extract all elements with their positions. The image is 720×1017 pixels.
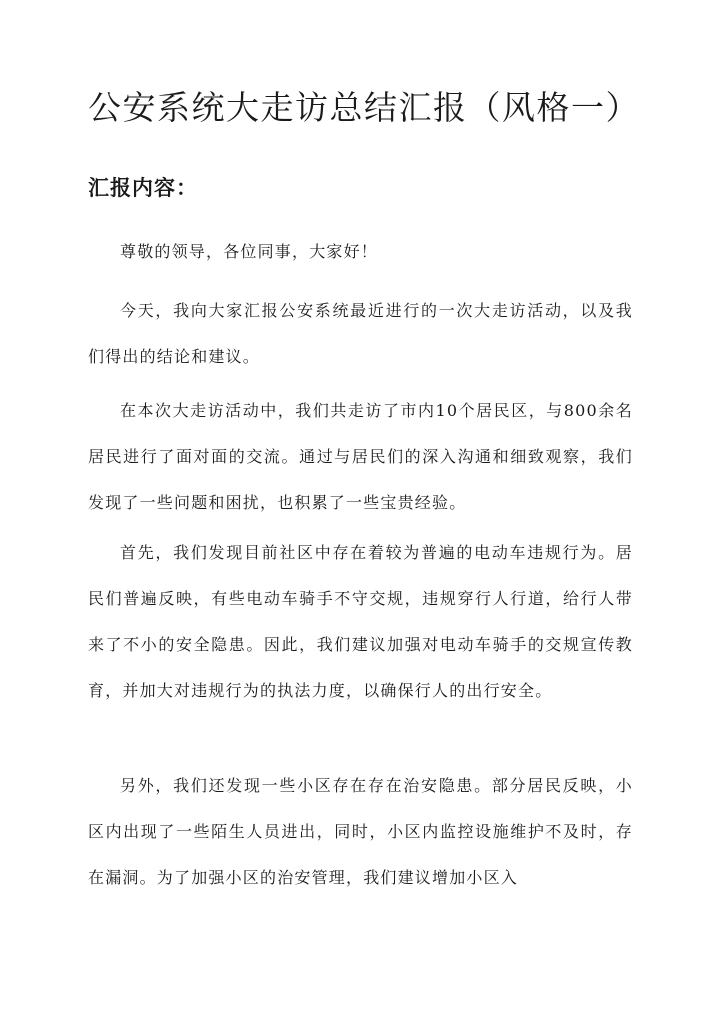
document-title: 公安系统大走访总结汇报（风格一） (88, 88, 640, 127)
section-heading: 汇报内容： (88, 175, 198, 200)
paragraph-greeting: 尊敬的领导，各位同事，大家好！ (120, 242, 379, 261)
paragraph-intro: 今天，我向大家汇报公安系统最近进行的一次大走访活动，以及我们得出的结论和建议。 (88, 301, 633, 366)
paragraph-security-issue: 另外，我们还发现一些小区存在存在治安隐患。部分居民反映，小区内出现了一些陌生人员进出，同时，小区内监控设施维护不及时，存在漏洞。为了加强小区的治安管理，我们建议增加小区入 (88, 776, 633, 887)
paragraph-visit-summary: 在本次大走访活动中，我们共走访了市内10个居民区，与800余名居民进行了面对面的交流。通过与居民们的深入沟通和细致观察，我们发现了一些问题和困扰，也积累了一些宝贵经验。 (88, 401, 633, 512)
paragraph-ebike-issue: 首先，我们发现目前社区中存在着较为普遍的电动车违规行为。居民们普遍反映，有些电动车骑手不守交规，违规穿行人行道，给行人带来了不小的安全隐患。因此，我们建议加强对电动车骑手的交规宣传教育，并加大对违规行为的执法力度，以确保行人的出行安全。 (88, 543, 633, 700)
